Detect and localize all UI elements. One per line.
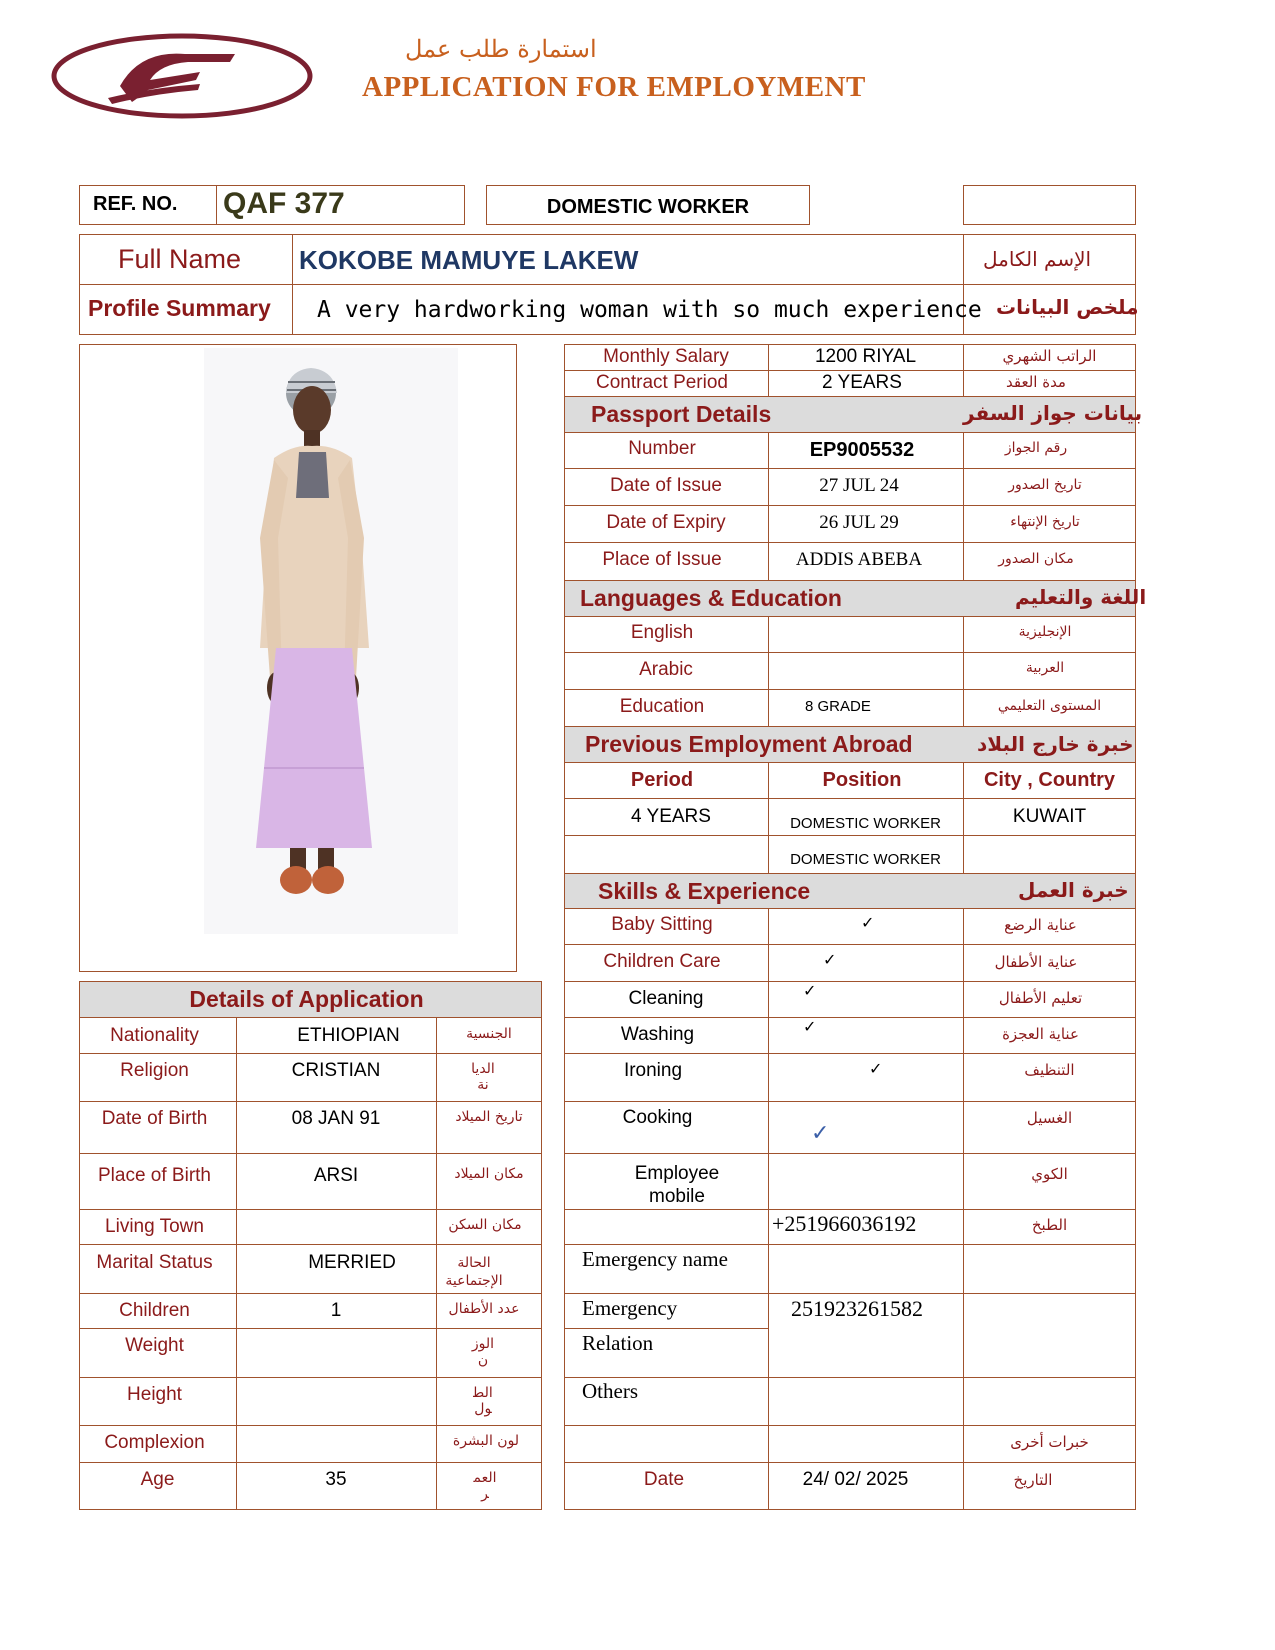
employment-heading: Previous Employment Abroad	[585, 731, 913, 757]
full-name-value: KOKOBE MAMUYE LAKEW	[299, 245, 639, 275]
ref-label: REF. NO.	[93, 193, 178, 215]
profile-summary-label: Profile Summary	[88, 295, 271, 321]
application-heading: Details of Application	[189, 986, 424, 1012]
monthly-salary-label: Monthly Salary	[603, 346, 729, 367]
employment-period-1: 4 YEARS	[631, 806, 711, 827]
date-of-birth-label: Date of Birth	[101, 1108, 208, 1129]
expiry-date-value: 26 JUL 29	[819, 512, 899, 533]
education-label-arabic: المستوى التعليمي	[997, 698, 1102, 714]
expiry-date-label-arabic: تاريخ الإنتهاء	[1010, 514, 1080, 530]
relation-label: Relation	[582, 1331, 654, 1355]
company-logo	[50, 28, 314, 122]
employee-mobile-label-arabic: الكوي	[1031, 1165, 1068, 1183]
date-value: 24/ 02/ 2025	[802, 1469, 909, 1490]
skills-heading-arabic: خبرة العمل	[1018, 878, 1129, 902]
form-title: APPLICATION FOR EMPLOYMENT	[362, 71, 866, 103]
marital-status-value: MERRIED	[308, 1252, 396, 1273]
skill-children-care-arabic: عناية الأطفال	[994, 953, 1078, 971]
weight-label: Weight	[125, 1335, 184, 1356]
form-title-arabic: استمارة طلب عمل	[405, 35, 597, 63]
height-label: Height	[127, 1384, 182, 1405]
living-town-label: Living Town	[105, 1216, 204, 1237]
expiry-date-label: Date of Expiry	[606, 512, 726, 533]
col-position: Position	[822, 769, 902, 791]
religion-label: Religion	[120, 1060, 189, 1081]
position-applied: DOMESTIC WORKER	[546, 196, 750, 218]
skill-baby-sitting-arabic: عناية الرضع	[1004, 916, 1077, 934]
skill-cleaning-arabic: تعليم الأطفال	[998, 989, 1083, 1007]
date-label-arabic: التاريخ	[1013, 1471, 1053, 1489]
children-label: Children	[119, 1300, 190, 1321]
issue-date-label-arabic: تاريخ الصدور	[1008, 477, 1082, 493]
date-of-birth-label-arabic: تاريخ الميلاد	[455, 1109, 523, 1125]
issue-place-label-arabic: مكان الصدور	[998, 551, 1074, 567]
education-value: 8 GRADE	[805, 698, 871, 715]
baby-sitting-check-icon: ✓	[861, 913, 875, 932]
col-period: Period	[630, 769, 694, 791]
profile-summary-label-arabic: ملخص البيانات	[996, 295, 1139, 319]
religion-value: CRISTIAN	[291, 1060, 381, 1081]
others-label-arabic: خبرات أخرى	[1010, 1433, 1089, 1451]
skill-cleaning: Cleaning	[628, 988, 704, 1009]
contract-period-label: Contract Period	[595, 372, 728, 393]
skill-cooking-arabic: الغسيل	[1026, 1109, 1073, 1127]
cleaning-check-icon: ✓	[803, 981, 817, 1000]
height-label-arabic: الطول	[473, 1385, 493, 1418]
employment-heading-arabic: خبرة خارج البلاد	[977, 732, 1134, 756]
ironing-check-icon: ✓	[869, 1059, 883, 1078]
cooking-check-icon: ✓	[811, 1121, 830, 1146]
place-of-birth-label-arabic: مكان الميلاد	[454, 1166, 524, 1182]
full-name-label-arabic: الإسم الكامل	[983, 247, 1092, 271]
english-label: English	[630, 622, 694, 643]
place-of-birth-label: Place of Birth	[98, 1165, 211, 1186]
skill-washing-arabic: عناية العجزة	[1002, 1025, 1079, 1043]
age-label-arabic: العمر	[473, 1470, 497, 1503]
complexion-label-arabic: لون البشرة	[452, 1433, 520, 1449]
applicant-photo-icon	[204, 348, 458, 934]
applicant-photo	[204, 348, 458, 934]
date-label: Date	[643, 1469, 685, 1490]
passport-heading-arabic: بيانات جواز السفر	[963, 401, 1143, 425]
english-label-arabic: الإنجليزية	[1018, 624, 1072, 640]
passport-number-label-arabic: رقم الجواز	[1004, 440, 1068, 456]
place-of-birth-value: ARSI	[313, 1165, 359, 1186]
marital-status-label: Marital Status	[96, 1252, 213, 1273]
religion-label-arabic: الديانة	[471, 1061, 495, 1094]
skill-cooking: Cooking	[622, 1107, 693, 1128]
contract-period-label-arabic: مدة العقد	[1006, 373, 1066, 391]
employee-mobile-label: Employee mobile	[634, 1163, 720, 1207]
children-care-check-icon: ✓	[823, 950, 837, 969]
marital-status-label-arabic: الحالة الإجتماعية	[445, 1255, 503, 1290]
mobile-row-arabic: الطبخ	[1031, 1216, 1068, 1234]
blank-box	[963, 185, 1136, 225]
passport-number-value: EP9005532	[809, 439, 915, 461]
issue-date-label: Date of Issue	[610, 475, 722, 496]
col-city-country: City , Country	[983, 769, 1116, 791]
employment-country-1: KUWAIT	[1012, 806, 1087, 827]
date-of-birth-value: 08 JAN 91	[291, 1108, 381, 1129]
emergency-name-label: Emergency name	[582, 1247, 728, 1271]
living-town-label-arabic: مكان السكن	[448, 1217, 522, 1233]
emergency-value: 251923261582	[791, 1296, 923, 1321]
skill-children-care: Children Care	[603, 951, 721, 972]
languages-heading-arabic: اللغة والتعليم	[1015, 585, 1147, 609]
others-label: Others	[582, 1379, 638, 1403]
nationality-value: ETHIOPIAN	[297, 1025, 400, 1046]
weight-label-arabic: الوزن	[471, 1336, 495, 1369]
employment-position-1: DOMESTIC WORKER	[790, 815, 941, 832]
monthly-salary-value: 1200 RIYAL	[814, 346, 917, 367]
education-label: Education	[619, 696, 705, 717]
arabic-label: Arabic	[639, 659, 693, 680]
issue-date-value: 27 JUL 24	[819, 475, 899, 496]
monthly-salary-label-arabic: الراتب الشهري	[1002, 347, 1097, 365]
issue-place-label: Place of Issue	[602, 549, 722, 570]
complexion-label: Complexion	[104, 1432, 205, 1453]
children-value: 1	[330, 1300, 342, 1321]
employment-position-2: DOMESTIC WORKER	[790, 851, 941, 868]
passport-heading: Passport Details	[591, 401, 772, 427]
emergency-label: Emergency	[582, 1296, 678, 1320]
ref-number: QAF 377	[223, 187, 345, 220]
skill-baby-sitting: Baby Sitting	[611, 914, 713, 935]
skill-ironing: Ironing	[623, 1060, 683, 1081]
languages-heading: Languages & Education	[580, 585, 842, 611]
washing-check-icon: ✓	[803, 1017, 817, 1036]
issue-place-value: ADDIS ABEBA	[795, 549, 923, 570]
contract-period-value: 2 YEARS	[822, 372, 902, 393]
age-label: Age	[140, 1469, 175, 1490]
profile-summary-value: A very hardworking woman with so much experience	[317, 297, 982, 323]
children-label-arabic: عدد الأطفال	[448, 1301, 520, 1317]
nationality-label: Nationality	[110, 1025, 199, 1046]
logo-emblem-icon	[50, 28, 314, 122]
employee-mobile-value: +251966036192	[772, 1211, 917, 1236]
passport-number-label: Number	[628, 438, 696, 459]
skills-heading: Skills & Experience	[598, 878, 811, 904]
skill-washing: Washing	[620, 1024, 695, 1045]
nationality-label-arabic: الجنسية	[466, 1026, 512, 1042]
arabic-label-arabic: العربية	[1025, 660, 1065, 676]
full-name-label: Full Name	[118, 244, 242, 274]
age-value: 35	[325, 1469, 347, 1490]
skill-ironing-arabic: التنظيف	[1024, 1061, 1075, 1079]
